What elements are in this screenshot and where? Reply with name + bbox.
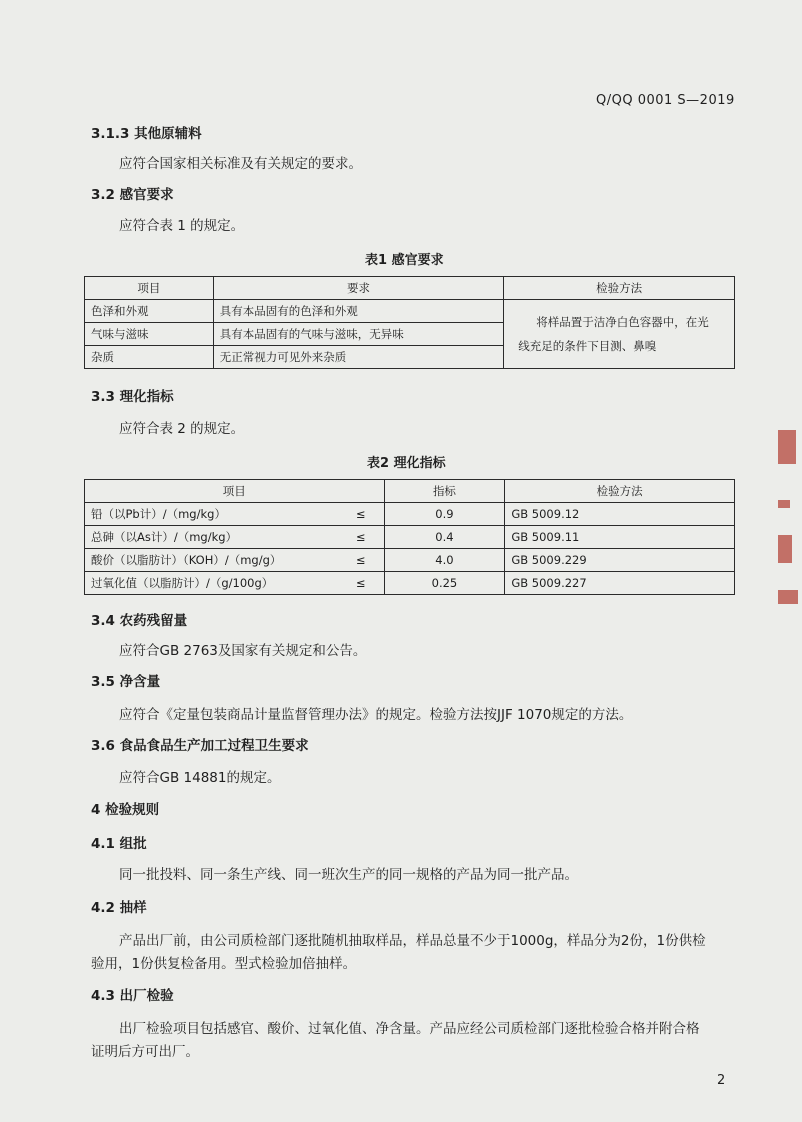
section-3-6-text: 应符合GB 14881的规定。 [119, 770, 281, 786]
table-cell: 过氧化值（以脂肪计）/（g/100g） [85, 572, 310, 595]
table-cell: GB 5009.227 [505, 572, 735, 595]
table-cell: 杂质 [85, 346, 214, 369]
table-cell: 具有本品固有的气味与滋味，无异味 [213, 323, 504, 346]
section-4-2-heading: 4.2 抽样 [91, 900, 147, 916]
document-code: Q/QQ 0001 S—2019 [596, 93, 735, 108]
section-3-3-heading: 3.3 理化指标 [91, 389, 174, 405]
section-3-5-heading: 3.5 净含量 [91, 674, 161, 690]
table-cell-symbol: ≤ [309, 549, 384, 572]
section-3-4-heading: 3.4 农药残留量 [91, 613, 188, 629]
section-4-3-text-line1: 出厂检验项目包括感官、酸价、过氧化值、净含量。产品应经公司质检部门逐批检验合格并附合格 [119, 1021, 700, 1037]
section-3-2-heading: 3.2 感官要求 [91, 187, 174, 203]
table-cell: 0.25 [384, 572, 505, 595]
section-4-3-heading: 4.3 出厂检验 [91, 988, 174, 1004]
table-row [85, 503, 735, 526]
section-4-1-text: 同一批投料、同一条生产线、同一班次生产的同一规格的产品为同一批产品。 [119, 867, 578, 883]
table-cell-symbol: ≤ [309, 526, 384, 549]
section-4-2-text-line1: 产品出厂前，由公司质检部门逐批随机抽取样品，样品总量不少于1000g，样品分为2份，1份供检 [119, 933, 706, 949]
section-4-3-text-line2: 证明后方可出厂。 [91, 1044, 199, 1060]
section-3-3-text: 应符合表 2 的规定。 [119, 421, 245, 437]
table-cell: 酸价（以脂肪计）（KOH）/（mg/g） [85, 549, 310, 572]
table-cell-symbol: ≤ [309, 503, 384, 526]
section-3-1-3-heading: 3.1.3 其他原辅料 [91, 126, 202, 142]
table-cell: 具有本品固有的色泽和外观 [213, 300, 504, 323]
section-3-2-text: 应符合表 1 的规定。 [119, 218, 245, 234]
table-row [85, 572, 735, 595]
section-4-heading: 4 检验规则 [91, 802, 160, 818]
table-cell: 无正常视力可见外来杂质 [213, 346, 504, 369]
section-3-4-text: 应符合GB 2763及国家有关规定和公告。 [119, 643, 367, 659]
table-cell-symbol: ≤ [309, 572, 384, 595]
table-header-row [85, 277, 735, 300]
table-cell: 气味与滋味 [85, 323, 214, 346]
table1-caption: 表1 感官要求 [365, 253, 444, 268]
table-header-cell: 指标 [384, 480, 505, 503]
table-cell: GB 5009.11 [505, 526, 735, 549]
table-cell: 4.0 [384, 549, 505, 572]
table-sensory-requirements [84, 276, 735, 369]
table-cell: 色泽和外观 [85, 300, 214, 323]
table-header-cell: 要求 [213, 277, 504, 300]
table-header-cell: 检验方法 [504, 277, 735, 300]
table-header-cell: 项目 [85, 277, 214, 300]
table-physicochemical-indicators [84, 479, 735, 595]
page-number: 2 [717, 1073, 726, 1088]
section-3-5-text: 应符合《定量包装商品计量监督管理办法》的规定。检验方法按JJF 1070规定的方法。 [119, 707, 633, 723]
stamp-edge-mark [778, 590, 798, 604]
table2-caption: 表2 理化指标 [367, 456, 446, 471]
section-4-2-text-line2: 验用，1份供复检备用。型式检验加倍抽样。 [91, 956, 357, 972]
method-line: 将样品置于洁净白色容器中，在光 [536, 315, 709, 329]
section-4-1-heading: 4.1 组批 [91, 836, 147, 852]
section-3-1-3-text: 应符合国家相关标准及有关规定的要求。 [119, 156, 362, 172]
table-header-row [85, 480, 735, 503]
table-header-cell: 检验方法 [505, 480, 735, 503]
table-cell: 铅（以Pb计）/（mg/kg） [85, 503, 310, 526]
table-row [85, 526, 735, 549]
table-cell: GB 5009.12 [505, 503, 735, 526]
section-3-6-heading: 3.6 食品食品生产加工过程卫生要求 [91, 738, 309, 754]
table-cell: 总砷（以As计）/（mg/kg） [85, 526, 310, 549]
table-row [85, 549, 735, 572]
stamp-edge-mark [778, 430, 796, 464]
stamp-edge-mark [778, 500, 790, 508]
table-cell-method [504, 300, 735, 369]
table-cell: 0.9 [384, 503, 505, 526]
table-row [85, 300, 735, 323]
table-header-cell: 项目 [85, 480, 385, 503]
table-cell: GB 5009.229 [505, 549, 735, 572]
method-line: 线充足的条件下目测、鼻嗅 [518, 339, 657, 353]
stamp-edge-mark [778, 535, 792, 563]
table-cell: 0.4 [384, 526, 505, 549]
